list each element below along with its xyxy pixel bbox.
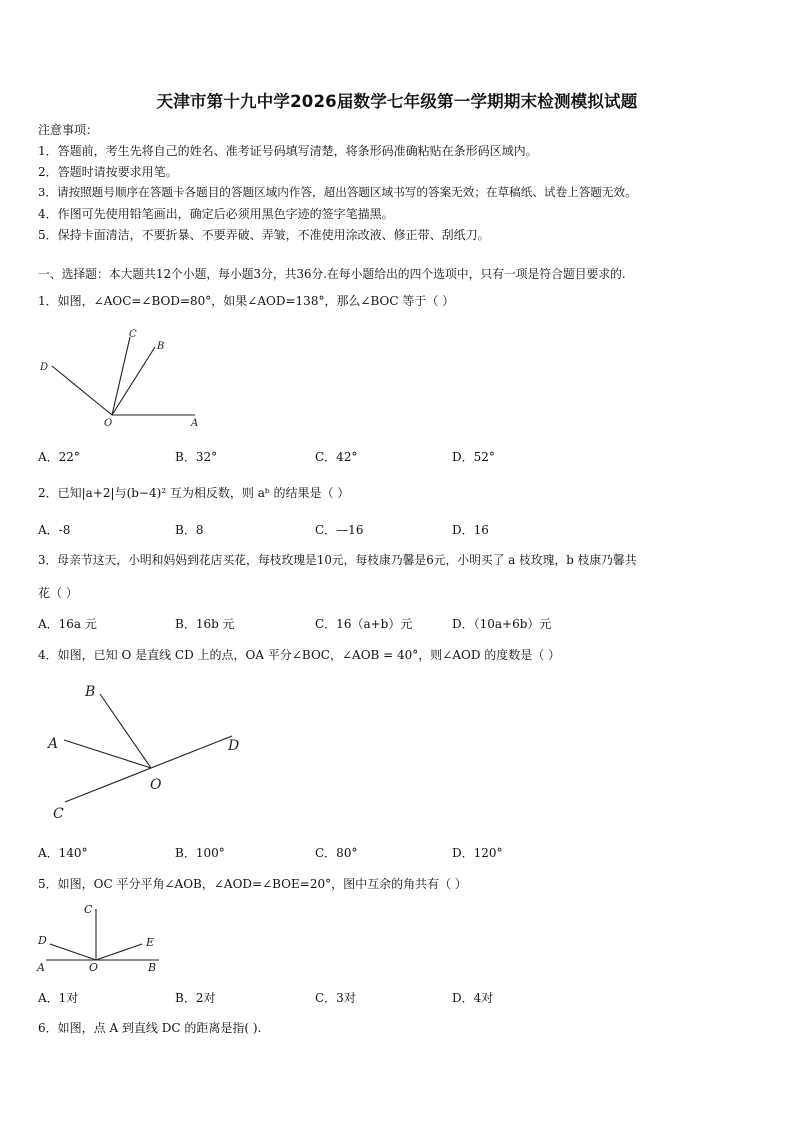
figure-label: D: [40, 362, 49, 373]
option: C．3对: [315, 991, 356, 1005]
option: A．22°: [38, 450, 80, 464]
figure-label: C: [53, 806, 64, 822]
question-6-stem: 6．如图，点 A 到直线 DC 的距离是指( ).: [38, 1021, 262, 1035]
figure-label: B: [148, 961, 157, 974]
question-2-stem: 2．已知|a+2|与(b−4)² 互为相反数，则 aᵇ 的结果是（ ）: [38, 486, 350, 500]
question-4-figure: [40, 676, 260, 826]
question-1-stem: 1．如图，∠AOC=∠BOD=80°，如果∠AOD=138°，那么∠BOC 等于（ ）: [38, 294, 455, 308]
figure-label: D: [38, 934, 47, 947]
section-heading: 一、选择题：本大题共12个小题，每小题3分，共36分.在每小题给出的四个选项中，只有一项是符合题目要求的.: [38, 267, 626, 281]
figure-label: O: [150, 777, 162, 793]
question-5-figure: [34, 900, 174, 980]
option: D．（10a+6b）元: [452, 617, 552, 631]
option: D．16: [452, 523, 489, 537]
option: B．100°: [175, 846, 225, 860]
option: A．16a 元: [38, 617, 97, 631]
figure-label: C: [129, 329, 137, 340]
question-4-stem: 4．如图，已知 O 是直线 CD 上的点，OA 平分∠BOC，∠AOB = 40°，则∠AOD 的度数是（ ）: [38, 648, 561, 662]
page-title: 天津市第十九中学2026届数学七年级第一学期期末检测模拟试题: [156, 92, 638, 111]
option: C．42°: [315, 450, 358, 464]
notice-item: 5．保持卡面清洁，不要折暴、不要弄破、弄皱，不准使用涂改液、修正带、刮纸刀。: [38, 228, 490, 242]
option: B．8: [175, 523, 204, 537]
option: D．52°: [452, 450, 495, 464]
figure-label: A: [48, 736, 59, 752]
figure-label: O: [104, 418, 113, 429]
question-3-stem-cont: 花（ ）: [38, 586, 78, 600]
notice-item: 3．请按照题号顺序在答题卡各题目的答题区域内作答，超出答题区域书写的答案无效；在草稿纸、试卷上答题无效。: [38, 185, 637, 199]
option: C．80°: [315, 846, 358, 860]
figure-label: D: [228, 738, 240, 754]
notice-item: 1．答题前，考生先将自己的姓名、准考证号码填写清楚，将条形码准确粘贴在条形码区域内。: [38, 144, 538, 158]
option: A．-8: [38, 523, 71, 537]
option: C．16（a+b）元: [315, 617, 413, 631]
notice-item: 2．答题时请按要求用笔。: [38, 165, 178, 179]
option: A．1对: [38, 991, 79, 1005]
option: B．16b 元: [175, 617, 235, 631]
option: B．2对: [175, 991, 216, 1005]
figure-label: A: [191, 418, 199, 429]
notice-heading: 注意事项：: [38, 123, 99, 137]
question-1-figure: [30, 322, 210, 432]
figure-label: A: [37, 961, 45, 974]
question-3-stem: 3．母亲节这天，小明和妈妈到花店买花，每枝玫瑰是10元，每枝康乃馨是6元，小明买了 a 枝玫瑰，b 枝康乃馨共: [38, 553, 637, 567]
question-5-stem: 5．如图，OC 平分平角∠AOB，∠AOD=∠BOE=20°，图中互余的角共有（ ）: [38, 877, 467, 891]
figure-label: E: [146, 936, 155, 949]
option: A．140°: [38, 846, 88, 860]
notice-item: 4．作图可先使用铅笔画出，确定后必须用黑色字迹的签字笔描黑。: [38, 207, 394, 221]
option: D．4对: [452, 991, 494, 1005]
figure-label: B: [85, 684, 96, 700]
option: D．120°: [452, 846, 503, 860]
option: B．32°: [175, 450, 218, 464]
figure-label: O: [89, 961, 99, 974]
figure-label: C: [84, 903, 93, 916]
figure-label: B: [157, 341, 165, 352]
option: C．—16: [315, 523, 364, 537]
